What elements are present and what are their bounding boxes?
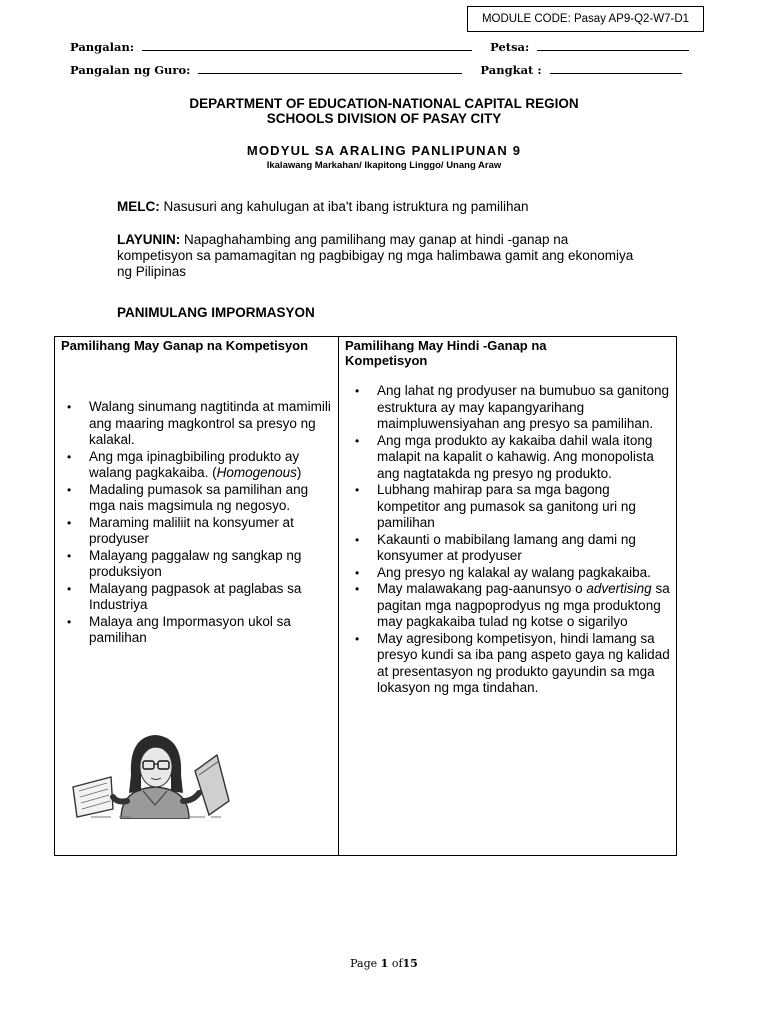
bullet-icon: •: [355, 384, 360, 398]
list-item: • Ang lahat ng prodyuser na bumubuo sa ganitong estruktura ay may kapangyarihang maimpluwensiyahan ang presyo sa pamilihan.: [355, 383, 669, 431]
name-label: Pangalan:: [70, 40, 135, 54]
name-date-row: [70, 39, 689, 54]
date-label: Petsa:: [490, 40, 530, 54]
bullet-icon: •: [355, 483, 360, 497]
bullet-icon: •: [67, 400, 72, 414]
left-bullet-list: [63, 399, 333, 647]
bullet-icon: •: [67, 515, 72, 530]
list-item: • Madaling pumasok sa pamilihan ang mga nais magsimula ng negosyo.: [67, 481, 309, 513]
melc-label: MELC:: [117, 199, 160, 214]
page-word: Page: [350, 957, 378, 970]
right-bullet-list: [351, 383, 673, 697]
imperfect-competition-column: [339, 337, 676, 855]
teacher-label: Pangalan ng Guro:: [70, 63, 191, 77]
bullet-icon: •: [355, 631, 360, 646]
list-item: • Ang mga produkto ay kakaiba dahil wala itong malapit na kapalit o kahawig. Ang monopolista ang nagtatakda ng presyo ng produkto.: [355, 432, 654, 481]
name-blank[interactable]: [142, 39, 472, 51]
left-column-heading: Pamilihang May Ganap na Kompetisyon: [61, 338, 309, 353]
right-column-heading: Pamilihang May Hindi -Ganap na Kompetisyon: [345, 338, 547, 368]
section-title: PANIMULANG IMPORMASYON: [117, 305, 315, 320]
of-word: of: [391, 957, 403, 970]
list-item: • Malaya ang Impormasyon ukol sa pamilihan: [67, 613, 291, 645]
list-item: • Ang presyo ng kalakal ay walang pagkakaiba.: [355, 564, 651, 580]
layunin-text: Napaghahambing ang pamilihang may ganap at hindi -ganap na kompetisyon sa pamamagitan ng pagbibigay ng mga halimbawa gamit ang ekonomiya ng Pilipinas: [117, 232, 634, 279]
bullet-icon: •: [355, 582, 360, 596]
list-item: • Ang mga ipinagbibiling produkto ay walang pagkakaiba. (Homogenous): [67, 448, 302, 480]
list-item: • Malayang paggalaw ng sangkap ng produksiyon: [67, 547, 302, 579]
module-code-text: MODULE CODE: Pasay AP9-Q2-W7-D1: [481, 13, 690, 25]
module-title: MODYUL SA ARALING PANLIPUNAN 9: [246, 143, 522, 158]
teacher-section-row: [70, 62, 682, 77]
comparison-table: [54, 336, 677, 856]
melc-text: Nasusuri ang kahulugan at iba't ibang istruktura ng pamilihan: [163, 199, 529, 214]
teacher-blank[interactable]: [198, 62, 462, 74]
list-item: • May agresibong kompetisyon, hindi lamang sa presyo kundi sa iba pang aspeto gaya ng kalidad at presentasyon ng produkto gayundin sa mga lokasyon ng mga tindahan.: [355, 630, 670, 695]
section-label: Pangkat :: [480, 63, 542, 77]
bullet-icon: •: [355, 433, 360, 448]
perfect-competition-column: [55, 337, 339, 855]
module-subtitle: Ikalawang Markahan/ Ikapitong Linggo/ Unang Araw: [266, 160, 502, 171]
teacher-reading-illustration: [71, 731, 237, 819]
list-item: • Walang sinumang nagtitinda at mamimili ang maaring magkontrol sa presyo ng kalakal.: [67, 399, 331, 447]
list-item: • Malayang pagpasok at paglabas sa Industriya: [67, 580, 302, 612]
page-footer: [0, 957, 768, 970]
page-total: 15: [402, 957, 418, 970]
page-number: 1: [380, 957, 389, 970]
list-item: • Maraming maliliit na konsyumer at prodyuser: [67, 514, 294, 546]
list-item: • Kakaunti o mabibilang lamang ang dami ng konsyumer at prodyuser: [355, 531, 636, 563]
bullet-icon: •: [67, 614, 72, 629]
layunin-paragraph: [117, 232, 637, 280]
module-code-box: [467, 6, 704, 32]
layunin-label: LAYUNIN:: [117, 232, 181, 247]
bullet-icon: •: [355, 532, 360, 547]
bullet-icon: •: [67, 548, 72, 563]
dept-line-2: SCHOOLS DIVISION OF PASAY CITY: [266, 111, 502, 126]
bullet-icon: •: [67, 581, 72, 596]
list-item: • May malawakang pag-aanunsyo o advertising sa pagitan mga nagpoprodyus ng mga produktong may pagkakaiba tulad ng kotse o sigarilyo: [355, 581, 670, 629]
bullet-icon: •: [355, 565, 360, 580]
dept-line-1: DEPARTMENT OF EDUCATION-NATIONAL CAPITAL REGION: [189, 96, 579, 111]
melc-paragraph: [117, 199, 637, 215]
date-blank[interactable]: [537, 39, 689, 51]
bullet-icon: •: [67, 482, 72, 497]
section-blank[interactable]: [550, 62, 682, 74]
list-item: • Lubhang mahirap para sa mga bagong kompetitor ang pumasok sa ganitong uri ng pamilihan: [355, 482, 636, 530]
bullet-icon: •: [67, 449, 72, 464]
